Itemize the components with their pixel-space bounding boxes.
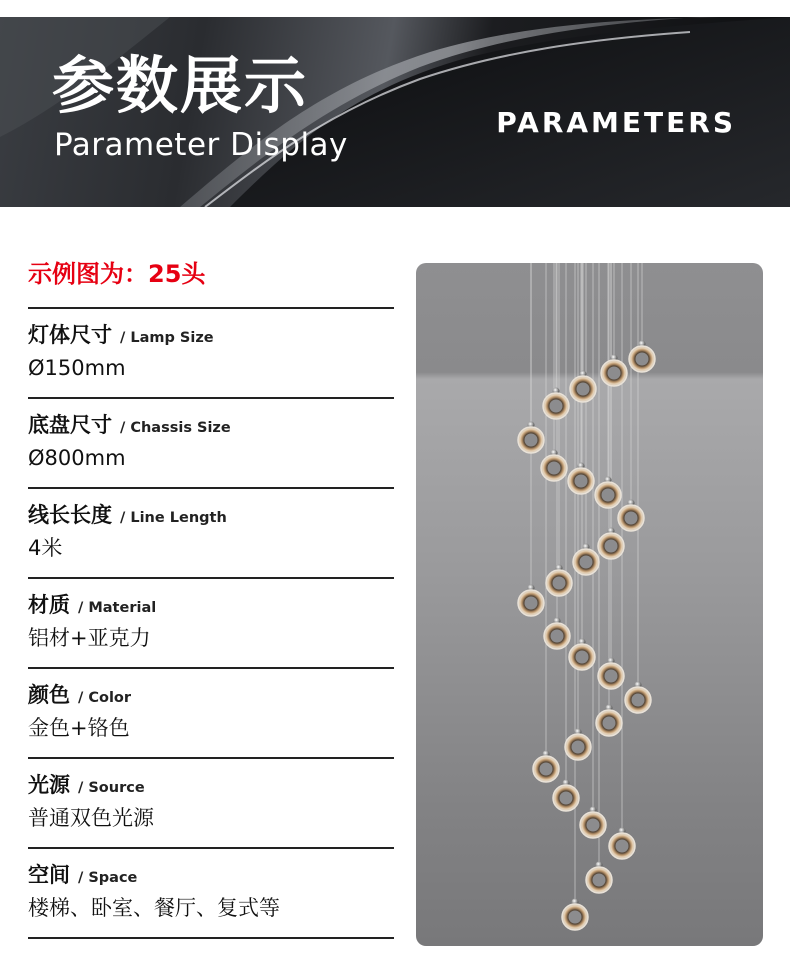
param-en-label: / Space bbox=[78, 870, 138, 886]
pendant-ring bbox=[586, 862, 612, 894]
pendant-ring bbox=[598, 528, 624, 560]
param-name: 底盘尺寸 bbox=[28, 413, 112, 437]
divider bbox=[28, 937, 394, 939]
param-name: 灯体尺寸 bbox=[28, 323, 112, 347]
pendant-ring bbox=[518, 422, 544, 454]
banner-parameters-label: PARAMETERS bbox=[496, 106, 736, 139]
param-value: 普通双色光源 bbox=[28, 806, 154, 831]
pendant-ring bbox=[568, 463, 594, 495]
param-source bbox=[28, 759, 394, 847]
param-name: 材质 bbox=[28, 593, 70, 617]
param-en-label: / Source bbox=[78, 780, 145, 796]
pendant-ring bbox=[518, 585, 544, 617]
param-value: 4米 bbox=[28, 536, 63, 561]
pendant-ring bbox=[543, 388, 569, 420]
pendant-ring bbox=[596, 705, 622, 737]
header-banner bbox=[0, 17, 790, 207]
pendant-ring bbox=[562, 899, 588, 931]
pendant-ring bbox=[609, 828, 635, 860]
param-value: Ø150mm bbox=[28, 356, 126, 381]
chandelier-illustration bbox=[416, 263, 763, 946]
param-name: 空间 bbox=[28, 863, 70, 887]
param-space bbox=[28, 849, 394, 937]
param-line-length bbox=[28, 489, 394, 577]
param-value: 铝材+亚克力 bbox=[28, 626, 151, 651]
pendant-ring bbox=[601, 355, 627, 387]
product-photo bbox=[416, 263, 763, 946]
param-en-label: / Material bbox=[78, 600, 157, 616]
parameter-list bbox=[28, 307, 394, 939]
param-name: 线长长度 bbox=[28, 503, 112, 527]
param-value: 楼梯、卧室、餐厅、复式等 bbox=[28, 896, 280, 921]
param-en-label: / Line Length bbox=[120, 510, 227, 526]
param-lamp-size bbox=[28, 309, 394, 397]
param-material bbox=[28, 579, 394, 667]
pendant-ring bbox=[573, 544, 599, 576]
pendant-ring bbox=[565, 729, 591, 761]
pendant-ring bbox=[533, 751, 559, 783]
banner-subtitle: Parameter Display bbox=[54, 127, 348, 163]
pendant-ring bbox=[629, 341, 655, 373]
param-name: 颜色 bbox=[28, 683, 70, 707]
param-chassis-size bbox=[28, 399, 394, 487]
param-en-label: / Color bbox=[78, 690, 132, 706]
pendant-ring bbox=[541, 450, 567, 482]
param-en-label: / Lamp Size bbox=[120, 330, 214, 346]
pendant-ring bbox=[625, 682, 651, 714]
param-name: 光源 bbox=[28, 773, 70, 797]
sample-heading: 示例图为：25头 bbox=[28, 260, 206, 288]
pendant-ring bbox=[570, 371, 596, 403]
param-value: 金色+铬色 bbox=[28, 716, 130, 741]
pendant-ring bbox=[598, 658, 624, 690]
param-color bbox=[28, 669, 394, 757]
param-en-label: / Chassis Size bbox=[120, 420, 231, 436]
pendant-ring bbox=[580, 807, 606, 839]
banner-title: 参数展示 bbox=[52, 49, 309, 122]
param-value: Ø800mm bbox=[28, 446, 126, 471]
pendant-ring bbox=[546, 565, 572, 597]
pendant-ring bbox=[569, 639, 595, 671]
